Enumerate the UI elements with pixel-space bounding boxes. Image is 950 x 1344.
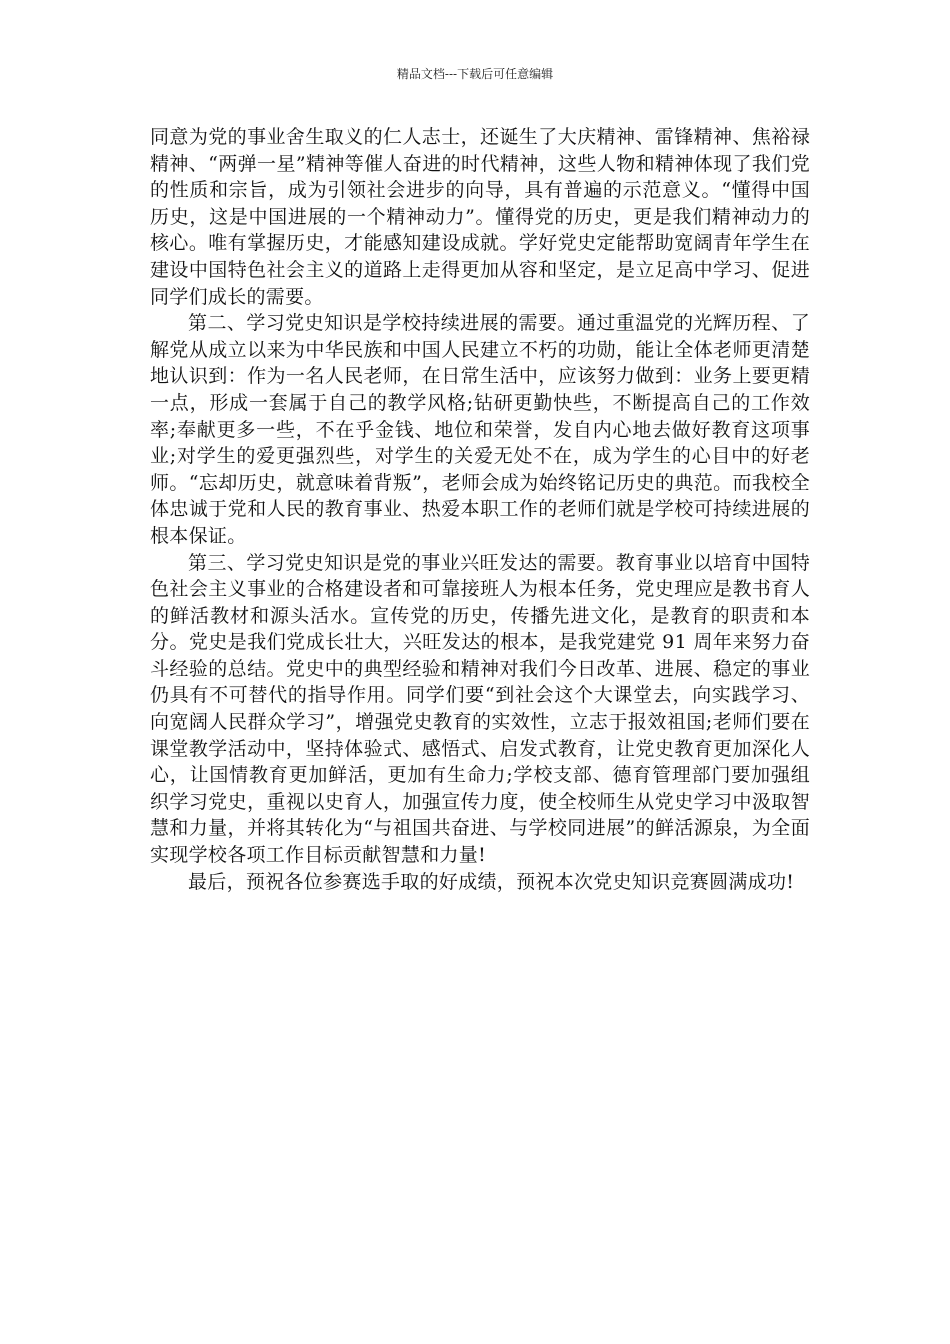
paragraph-continued: 同意为党的事业舍生取义的仁人志士，还诞生了大庆精神、雷锋精神、焦裕禄精神、“两弹一星”精神等催人奋进的时代精神，这些人物和精神体现了我们党的性质和宗旨，成为引领社会进步的向导，具有普遍的示范意义。“懂得中国历史，这是中国进展的一个精神动力”。懂得党的历史，更是我们精神动力的核心。唯有掌握历史，才能感知建设成就。学好党史定能帮助宽阔青年学生在建设中国特色社会主义的道路上走得更加从容和坚定，是立足高中学习、促进同学们成长的需要。 — [150, 126, 810, 308]
page-header: 精品文档---下载后可任意编辑 — [396, 67, 554, 81]
paragraph-second-point: 第二、学习党史知识是学校持续进展的需要。通过重温党的光辉历程、了解党从成立以来为中华民族和中国人民建立不朽的功勋，能让全体老师更清楚地认识到：作为一名人民老师，在日常生活中，应该努力做到：业务上要更精一点，形成一套属于自己的教学风格;钻研更勤快些，不断提高自己的工作效率;奉献更多一些，不在乎金钱、地位和荣誉，发自内心地去做好教育这项事业;对学生的爱更强烈些，对学生的关爱无处不在，成为学生的心目中的好老师。“忘却历史，就意味着背叛”，老师会成为始终铭记历史的典范。而我校全体忠诚于党和人民的教育事业、热爱本职工作的老师们就是学校可持续进展的根本保证。 — [150, 312, 810, 547]
paragraph-closing: 最后，预祝各位参赛选手取的好成绩，预祝本次党史知识竞赛圆满成功! — [188, 870, 795, 893]
paragraph-third-point: 第三、学习党史知识是党的事业兴旺发达的需要。教育事业以培育中国特色社会主义事业的合格建设者和可靠接班人为根本任务，党史理应是教书育人的鲜活教材和源头活水。宣传党的历史，传播先进文化，是教育的职责和本分。党史是我们党成长壮大，兴旺发达的根本，是我党建党 91 周年来努力奋斗经验的总结。党史中的典型经验和精神对我们今日改革、进展、稳定的事业仍具有不可替代的指导作用。同学们要“到社会这个大课堂去，向实践学习、向宽阔人民群众学习”，增强党史教育的实效性，立志于报效祖国;老师们要在课堂教学活动中，坚持体验式、感悟式、启发式教育，让党史教育更加深化人心，让国情教育更加鲜活，更加有生命力;学校支部、德育管理部门要加强组织学习党史，重视以史育人，加强宣传力度，使全校师生从党史学习中汲取智慧和力量，并将其转化为“与祖国共奋进、与学校同进展”的鲜活源泉，为全面实现学校各项工作目标贡献智慧和力量! — [150, 551, 810, 867]
document-body — [150, 124, 810, 895]
